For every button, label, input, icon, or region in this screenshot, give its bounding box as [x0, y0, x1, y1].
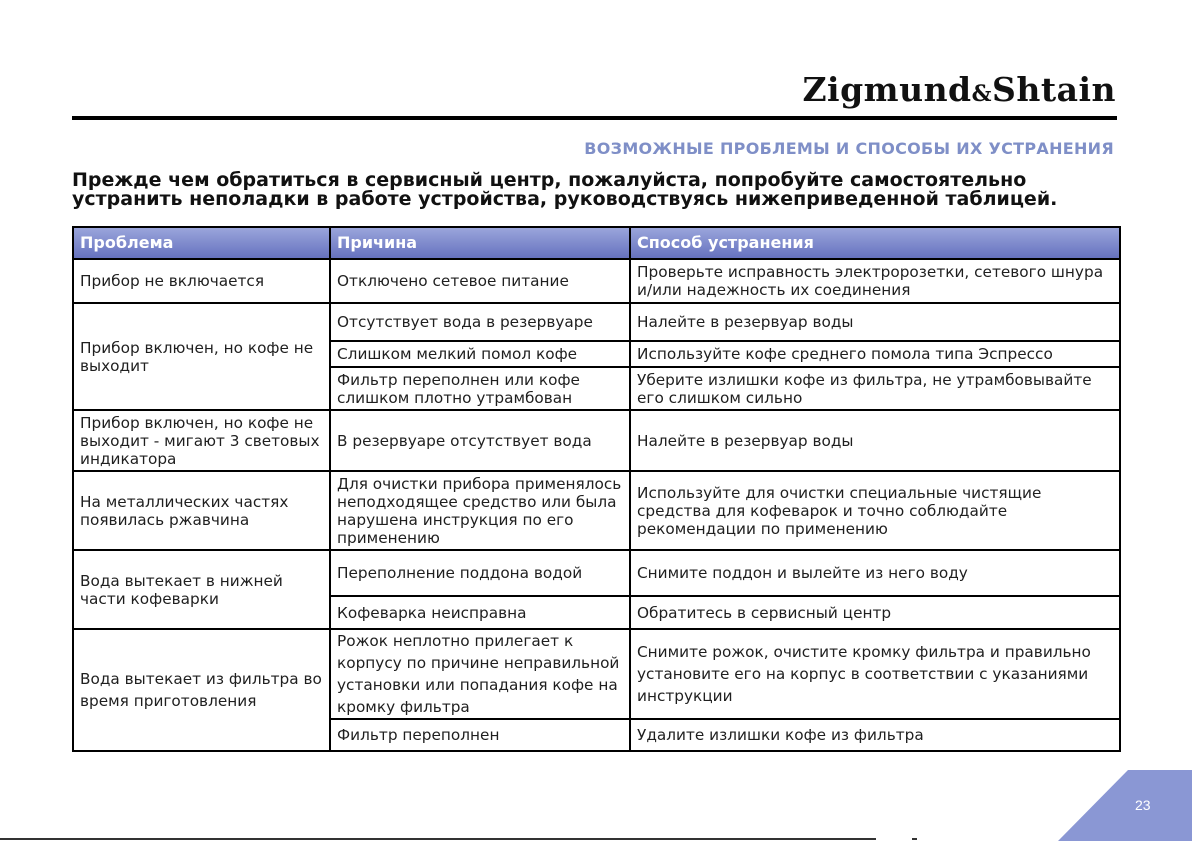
brand-logo-right: Shtain	[992, 70, 1116, 109]
cause-cell: Для очистки прибора применялось неподходящее средство или была нарушена инструкция по его применению	[330, 471, 630, 550]
page-number: 23	[1135, 797, 1151, 813]
problem-cell: Прибор включен, но кофе не выходит	[73, 303, 330, 410]
intro-text: Прежде чем обратиться в сервисный центр, пожалуйста, попробуйте самостоятельно устранить неполадки в работе устройства, руководствуясь нижеприведенной таблицей.	[72, 169, 1058, 210]
table-row	[73, 410, 1120, 471]
cause-cell: Кофеварка неисправна	[330, 596, 630, 629]
brand-logo-ampersand: &	[971, 81, 993, 107]
troubleshooting-table	[72, 226, 1121, 752]
problem-cell: Вода вытекает в нижней части кофеварки	[73, 550, 330, 629]
table-row	[73, 471, 1120, 550]
solution-cell: Проверьте исправность электророзетки, сетевого шнура и/или надежность их соединения	[630, 259, 1120, 303]
table-row	[73, 303, 1120, 341]
solution-cell: Удалите излишки кофе из фильтра	[630, 719, 1120, 751]
problem-cell: Прибор не включается	[73, 259, 330, 303]
solution-cell: Налейте в резервуар воды	[630, 410, 1120, 471]
column-header-problem: Проблема	[73, 227, 330, 259]
cause-cell: Фильтр переполнен	[330, 719, 630, 751]
problem-cell: Прибор включен, но кофе не выходит - мигают 3 световых индикатора	[73, 410, 330, 471]
footer-rule	[0, 838, 876, 840]
cause-cell: Отключено сетевое питание	[330, 259, 630, 303]
problem-cell: На металлических частях появилась ржавчина	[73, 471, 330, 550]
cause-cell: Слишком мелкий помол кофе	[330, 341, 630, 367]
table-row	[73, 259, 1120, 303]
section-title: ВОЗМОЖНЫЕ ПРОБЛЕМЫ И СПОСОБЫ ИХ УСТРАНЕНИЯ	[584, 139, 1114, 158]
cause-cell: Отсутствует вода в резервуаре	[330, 303, 630, 341]
cause-cell: В резервуаре отсутствует вода	[330, 410, 630, 471]
cause-cell: Переполнение поддона водой	[330, 550, 630, 596]
table-row	[73, 629, 1120, 719]
column-header-solution: Способ устранения	[630, 227, 1120, 259]
solution-cell: Налейте в резервуар воды	[630, 303, 1120, 341]
solution-cell: Уберите излишки кофе из фильтра, не утрамбовывайте его слишком сильно	[630, 367, 1120, 410]
table-row	[73, 550, 1120, 596]
column-header-cause: Причина	[330, 227, 630, 259]
cause-cell: Фильтр переполнен или кофе слишком плотно утрамбован	[330, 367, 630, 410]
solution-cell: Используйте для очистки специальные чистящие средства для кофеварок и точно соблюдайте рекомендации по применению	[630, 471, 1120, 550]
solution-cell: Снимите рожок, очистите кромку фильтра и правильно установите его на корпус в соответствии с указаниями инструкции	[630, 629, 1120, 719]
header-rule	[72, 116, 1117, 120]
brand-logo-left: Zigmund	[802, 70, 972, 109]
cause-cell: Рожок неплотно прилегает к корпусу по причине неправильной установки или попадания кофе на кромку фильтра	[330, 629, 630, 719]
solution-cell: Обратитесь в сервисный центр	[630, 596, 1120, 629]
solution-cell: Используйте кофе среднего помола типа Эспрессо	[630, 341, 1120, 367]
brand-logo	[802, 70, 1116, 109]
footer-rule-tick	[912, 838, 917, 840]
table-header-row	[73, 227, 1120, 259]
problem-cell: Вода вытекает из фильтра во время приготовления	[73, 629, 330, 751]
solution-cell: Снимите поддон и вылейте из него воду	[630, 550, 1120, 596]
page-corner-badge	[1058, 770, 1192, 841]
